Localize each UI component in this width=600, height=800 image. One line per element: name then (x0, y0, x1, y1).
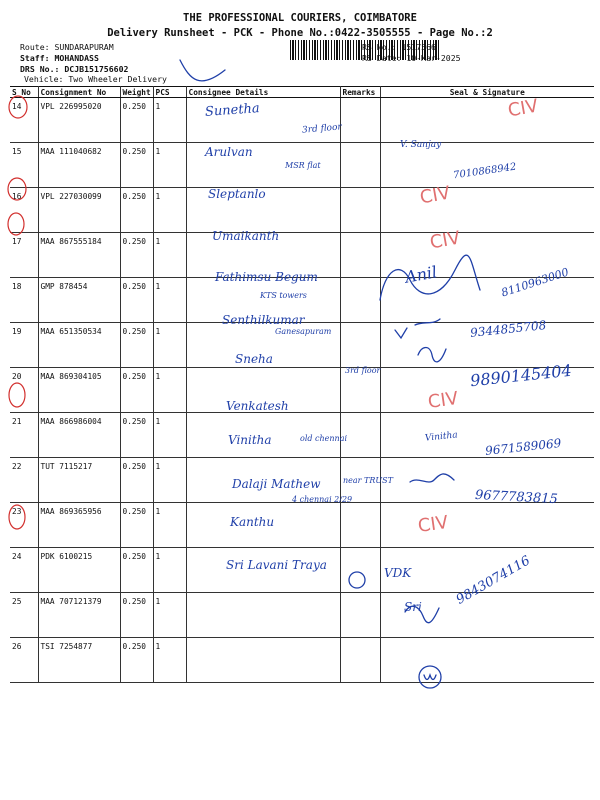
cell-pcs: 1 (153, 458, 186, 503)
cell-consignment-no: MAA 867555184 (38, 233, 120, 278)
cell-weight: 0.250 (120, 143, 153, 188)
cell-pcs: 1 (153, 143, 186, 188)
cell-consignment-no: GMP 878454 (38, 278, 120, 323)
row-circle-mark (9, 383, 25, 407)
phone-handwriting: 9677783815 (474, 487, 559, 508)
cell-pcs: 1 (153, 413, 186, 458)
civ-mark: CIV (418, 182, 452, 209)
cell-consignment-no: VPL 226995020 (38, 98, 120, 143)
cell-consignment-no: MAA 111040682 (38, 143, 120, 188)
cell-sno: 24 (10, 548, 38, 593)
vehicle-label: Vehicle: Two Wheeler Delivery (24, 74, 167, 84)
cell-consignment-no: PDK 6100215 (38, 548, 120, 593)
drs-label: DRS No.: DCJB151756602 (20, 64, 129, 74)
consignee-handwriting: Fathimsu Begum (215, 270, 318, 284)
consignee-note: KTS towers (260, 291, 307, 300)
cell-sno: 17 (10, 233, 38, 278)
consignee-handwriting: Sleptanlo (208, 187, 266, 201)
rs-number: RS No.: 1517566 (362, 42, 436, 52)
cell-sno: 20 (10, 368, 38, 413)
phone-handwriting: 8110963000 (499, 265, 571, 300)
consignee-note: 4 chennai 2/29 (292, 495, 353, 504)
civ-mark: CIV (506, 95, 540, 122)
signature: Sri (404, 600, 422, 614)
phone-handwriting: 9671589069 (484, 436, 562, 458)
cell-sno: 23 (10, 503, 38, 548)
cell-sno: 22 (10, 458, 38, 503)
cell-consignment-no: MAA 651350534 (38, 323, 120, 368)
civ-mark: CIV (416, 512, 450, 537)
consignee-handwriting: Umaikanth (212, 229, 280, 243)
cell-consignment-no: TUT 7115217 (38, 458, 120, 503)
cell-weight: 0.250 (120, 233, 153, 278)
cell-pcs: 1 (153, 593, 186, 638)
row-circle-mark (8, 178, 26, 200)
cell-consignment-no: MAA 869365956 (38, 503, 120, 548)
cell-pcs: 1 (153, 368, 186, 413)
cell-consignment-no: MAA 707121379 (38, 593, 120, 638)
cell-sno: 15 (10, 143, 38, 188)
cell-sno: 19 (10, 323, 38, 368)
phone-handwriting: 9344855708 (469, 318, 547, 340)
scribble-mark (424, 675, 436, 680)
consignee-handwriting: Dalaji Mathew (232, 477, 321, 491)
cell-weight: 0.250 (120, 323, 153, 368)
cell-weight: 0.250 (120, 593, 153, 638)
consignee-note: MSR flat (285, 161, 321, 170)
phone-handwriting: 9890145404 (469, 360, 573, 391)
row-circle-mark (8, 213, 24, 235)
cell-weight: 0.250 (120, 368, 153, 413)
cell-consignment-no: VPL 227030099 (38, 188, 120, 233)
route-label: Route: SUNDARAPURAM (20, 42, 114, 52)
signature: VDK (384, 566, 412, 580)
col-sno: S No (10, 87, 38, 98)
cell-pcs: 1 (153, 548, 186, 593)
consignee-handwriting: Venkatesh (226, 399, 289, 413)
consignee-note: 3rd floor (345, 366, 381, 375)
row-circle-mark (9, 505, 25, 529)
cell-consignment-no: MAA 869304105 (38, 368, 120, 413)
cell-sno: 16 (10, 188, 38, 233)
col-consignee: Consignee Details (186, 87, 340, 98)
cell-consignment-no: TSI 7254877 (38, 638, 120, 683)
cell-sno: 25 (10, 593, 38, 638)
signature: Anil (403, 262, 439, 287)
consignee-note: 3rd floor (301, 122, 343, 136)
cell-weight: 0.250 (120, 548, 153, 593)
cell-weight: 0.250 (120, 188, 153, 233)
consignee-handwriting: Arulvan (205, 145, 253, 159)
signature-scribble (380, 255, 480, 300)
tick-mark (180, 60, 225, 81)
cell-pcs: 1 (153, 323, 186, 368)
rs-date: RS Date: 10-Mar-2025 (362, 53, 461, 63)
consignee-note: old chennai (300, 434, 348, 443)
col-pcs: PCS (153, 87, 186, 98)
cell-pcs: 1 (153, 188, 186, 233)
consignee-handwriting: Sri Lavani Traya (226, 558, 327, 572)
signature-scribble (410, 474, 454, 482)
cell-sno: 26 (10, 638, 38, 683)
consignee-note: near TRUST (343, 476, 393, 485)
cell-weight: 0.250 (120, 98, 153, 143)
consignee-handwriting: Sneha (235, 352, 273, 366)
col-remarks: Remarks (340, 87, 380, 98)
signature: Vinitha (424, 430, 459, 444)
scribble-circle (419, 666, 441, 688)
sheet-title: THE PROFESSIONAL COURIERS, COIMBATORE (183, 12, 417, 24)
col-seal-signature: Seal & Signature (380, 87, 594, 98)
civ-mark: CIV (428, 227, 462, 254)
col-consignment: Consignment No (38, 87, 120, 98)
cell-weight: 0.250 (120, 638, 153, 683)
cell-consignment-no: MAA 866986004 (38, 413, 120, 458)
cell-pcs: 1 (153, 503, 186, 548)
cell-sno: 14 (10, 98, 38, 143)
consignee-handwriting: Senthilkumar (222, 313, 305, 327)
phone-handwriting: 7010868942 (452, 161, 518, 182)
consignee-handwriting: Sunetha (204, 101, 261, 120)
signature-scribble (395, 319, 440, 338)
consignee-note: Ganesapuram (275, 327, 332, 336)
consignee-handwriting: Kanthu (230, 515, 275, 529)
cell-weight: 0.250 (120, 503, 153, 548)
phone-handwriting: 9843074116 (453, 553, 533, 608)
cell-weight: 0.250 (120, 458, 153, 503)
row-circle-mark (9, 96, 27, 118)
signature-scribble (418, 348, 446, 362)
cell-weight: 0.250 (120, 413, 153, 458)
cell-sno: 21 (10, 413, 38, 458)
cell-pcs: 1 (153, 638, 186, 683)
signature: V. Sanjay (400, 140, 442, 150)
civ-mark: CIV (426, 388, 460, 413)
cell-pcs: 1 (153, 278, 186, 323)
scribble-circle (349, 572, 365, 588)
cell-pcs: 1 (153, 98, 186, 143)
sheet-subtitle: Delivery Runsheet - PCK - Phone No.:0422-3505555 - Page No.:2 (107, 27, 493, 39)
consignee-handwriting: Vinitha (228, 433, 272, 447)
staff-label: Staff: MOHANDASS (20, 53, 99, 63)
cell-sno: 18 (10, 278, 38, 323)
signature-scribble (405, 606, 439, 623)
col-weight: Weight (120, 87, 153, 98)
cell-pcs: 1 (153, 233, 186, 278)
cell-weight: 0.250 (120, 278, 153, 323)
